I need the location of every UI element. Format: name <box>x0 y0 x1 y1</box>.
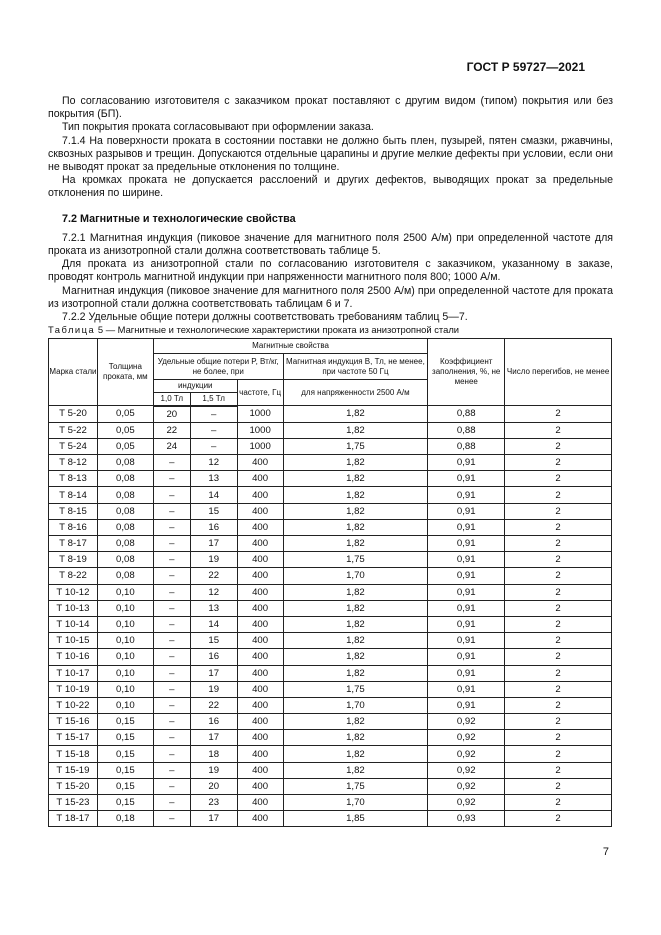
table-cell: 0,88 <box>428 406 505 423</box>
table-cell: 1,85 <box>283 811 428 827</box>
table-cell: 15 <box>190 633 237 649</box>
table-cell: 0,08 <box>97 471 153 487</box>
table-cell: 2 <box>505 568 612 584</box>
table-cell: – <box>153 697 190 713</box>
table-cell: 1,82 <box>283 536 428 552</box>
table-row <box>49 665 612 681</box>
table-row <box>49 762 612 778</box>
table-cell: 0,08 <box>97 503 153 519</box>
body-text <box>48 95 613 324</box>
table-cell: – <box>153 665 190 681</box>
table-cell: 0,08 <box>97 536 153 552</box>
table-cell: 0,10 <box>97 616 153 632</box>
table-cell: Т 10-17 <box>49 665 98 681</box>
table-cell: – <box>190 406 237 423</box>
table-cell: 0,08 <box>97 552 153 568</box>
table-cell: 1,82 <box>283 730 428 746</box>
table-cell: 2 <box>505 616 612 632</box>
table-cell: 0,91 <box>428 455 505 471</box>
table-cell: 2 <box>505 600 612 616</box>
table-cell: 1000 <box>237 438 283 454</box>
table-cell: – <box>153 600 190 616</box>
table-cell: – <box>153 714 190 730</box>
table-cell: 1000 <box>237 406 283 423</box>
table-cell: – <box>153 519 190 535</box>
table-row <box>49 406 612 423</box>
th-induction-b: Магнитная индукция B, Тл, не менее, при частоте 50 Гц <box>283 354 428 380</box>
table-cell: 2 <box>505 519 612 535</box>
table-cell: 0,91 <box>428 616 505 632</box>
table-cell: 22 <box>190 568 237 584</box>
th-grade: Марка стали <box>49 339 98 406</box>
table-cell: – <box>153 795 190 811</box>
table-cell: 13 <box>190 471 237 487</box>
table-row <box>49 552 612 568</box>
table-cell: 0,10 <box>97 697 153 713</box>
table-cell: 14 <box>190 616 237 632</box>
table-cell: – <box>153 649 190 665</box>
table-caption <box>48 324 459 335</box>
table-cell: Т 8-16 <box>49 519 98 535</box>
table-cell: – <box>153 471 190 487</box>
table-cell: Т 15-16 <box>49 714 98 730</box>
table-cell: 1,82 <box>283 519 428 535</box>
table-cell: 1,82 <box>283 616 428 632</box>
table-cell: 0,15 <box>97 795 153 811</box>
table-cell: 1000 <box>237 422 283 438</box>
table-cell: 12 <box>190 584 237 600</box>
table-cell: 400 <box>237 519 283 535</box>
table-cell: 0,08 <box>97 568 153 584</box>
table-cell: 2 <box>505 649 612 665</box>
th-1-5: 1,5 Тл <box>190 393 237 406</box>
table-cell: 1,75 <box>283 552 428 568</box>
table-cell: Т 5-24 <box>49 438 98 454</box>
table-cell: Т 8-17 <box>49 536 98 552</box>
table-row <box>49 536 612 552</box>
table-cell: 0,08 <box>97 455 153 471</box>
table-cell: 1,75 <box>283 681 428 697</box>
table-cell: 0,92 <box>428 746 505 762</box>
table-cell: 1,82 <box>283 762 428 778</box>
table-cell: 0,91 <box>428 649 505 665</box>
table-cell: 1,75 <box>283 438 428 454</box>
table-cell: 17 <box>190 536 237 552</box>
table-cell: Т 15-23 <box>49 795 98 811</box>
th-bends: Число перегибов, не менее <box>505 339 612 406</box>
table-cell: 0,15 <box>97 746 153 762</box>
table-cell: 13 <box>190 600 237 616</box>
table-cell: 16 <box>190 519 237 535</box>
caption-label: Таблица <box>48 324 96 335</box>
table-cell: 2 <box>505 697 612 713</box>
table-cell: 400 <box>237 714 283 730</box>
table-cell: 2 <box>505 746 612 762</box>
table-cell: 1,82 <box>283 746 428 762</box>
table-cell: 0,92 <box>428 778 505 794</box>
table-row <box>49 503 612 519</box>
table-cell: 0,91 <box>428 536 505 552</box>
table-cell: 400 <box>237 568 283 584</box>
table-cell: 2 <box>505 584 612 600</box>
table-cell: – <box>153 584 190 600</box>
table-cell: 0,91 <box>428 633 505 649</box>
table-cell: 2 <box>505 455 612 471</box>
table-cell: 1,70 <box>283 697 428 713</box>
table-cell: 400 <box>237 455 283 471</box>
table-cell: 0,91 <box>428 487 505 503</box>
table-cell: 1,82 <box>283 600 428 616</box>
table-row <box>49 487 612 503</box>
table-cell: 1,82 <box>283 649 428 665</box>
table-cell: 0,88 <box>428 438 505 454</box>
table-cell: Т 10-22 <box>49 697 98 713</box>
th-losses: Удельные общие потери P, Вт/кг, не более, при <box>153 354 283 380</box>
table-cell: 1,70 <box>283 795 428 811</box>
table-cell: – <box>190 422 237 438</box>
table-cell: 12 <box>190 455 237 471</box>
table-cell: 2 <box>505 503 612 519</box>
table-cell: 1,75 <box>283 778 428 794</box>
table-cell: 1,82 <box>283 406 428 423</box>
table-cell: Т 8-15 <box>49 503 98 519</box>
table-cell: 1,70 <box>283 568 428 584</box>
table-cell: 400 <box>237 730 283 746</box>
table-cell: Т 8-13 <box>49 471 98 487</box>
table-cell: Т 8-12 <box>49 455 98 471</box>
table-cell: 0,92 <box>428 714 505 730</box>
table-cell: 2 <box>505 536 612 552</box>
table-cell: 400 <box>237 811 283 827</box>
table-cell: 1,82 <box>283 455 428 471</box>
table-row <box>49 795 612 811</box>
table-cell: Т 10-15 <box>49 633 98 649</box>
table-cell: 2 <box>505 730 612 746</box>
table-cell: 17 <box>190 811 237 827</box>
table-cell: 1,82 <box>283 584 428 600</box>
table-cell: – <box>153 681 190 697</box>
table-cell: 400 <box>237 649 283 665</box>
document-header: ГОСТ Р 59727—2021 <box>466 60 585 74</box>
table-cell: Т 15-18 <box>49 746 98 762</box>
table-cell: 0,91 <box>428 519 505 535</box>
table-cell: 1,82 <box>283 633 428 649</box>
table-cell: 0,92 <box>428 730 505 746</box>
table-cell: 0,18 <box>97 811 153 827</box>
table-cell: 19 <box>190 681 237 697</box>
paragraph: По согласованию изготовителя с заказчиком прокат поставляют с другим видом (типом) покрытия или без покрытия (БП). <box>48 95 613 121</box>
paragraph: 7.2.2 Удельные общие потери должны соответствовать требованиям таблиц 5—7. <box>62 311 468 324</box>
table-cell: 400 <box>237 795 283 811</box>
table-cell: Т 15-20 <box>49 778 98 794</box>
table-cell: 16 <box>190 714 237 730</box>
table-cell: 400 <box>237 552 283 568</box>
th-magnetic: Магнитные свойства <box>153 339 427 354</box>
table-cell: Т 8-19 <box>49 552 98 568</box>
table-cell: – <box>153 503 190 519</box>
table-cell: 2 <box>505 795 612 811</box>
table-cell: 0,91 <box>428 697 505 713</box>
table-cell: 15 <box>190 503 237 519</box>
caption-text: 5 — Магнитные и технологические характеристики проката из анизотропной стали <box>95 324 460 335</box>
table-cell: – <box>153 455 190 471</box>
table-cell: 0,10 <box>97 584 153 600</box>
table-5 <box>48 338 612 827</box>
table-cell: 16 <box>190 649 237 665</box>
table-cell: 0,88 <box>428 422 505 438</box>
table-cell: 400 <box>237 616 283 632</box>
table-cell: 2 <box>505 778 612 794</box>
table-cell: Т 15-19 <box>49 762 98 778</box>
table-cell: Т 5-20 <box>49 406 98 423</box>
th-freq: частоте, Гц <box>237 380 283 406</box>
table-cell: 22 <box>153 422 190 438</box>
table-cell: – <box>153 568 190 584</box>
table-row <box>49 746 612 762</box>
table-cell: 0,15 <box>97 730 153 746</box>
table-cell: – <box>153 487 190 503</box>
table-row <box>49 568 612 584</box>
table-row <box>49 778 612 794</box>
table-cell: 1,82 <box>283 471 428 487</box>
th-field: для напряженности 2500 А/м <box>283 380 428 406</box>
table-cell: 0,10 <box>97 665 153 681</box>
table-cell: 400 <box>237 487 283 503</box>
table-cell: 0,92 <box>428 762 505 778</box>
table-cell: 400 <box>237 633 283 649</box>
table-cell: 19 <box>190 552 237 568</box>
table-cell: Т 10-12 <box>49 584 98 600</box>
table-cell: – <box>153 746 190 762</box>
table-cell: 2 <box>505 471 612 487</box>
table-cell: 2 <box>505 552 612 568</box>
table-cell: 0,10 <box>97 633 153 649</box>
table-cell: 400 <box>237 681 283 697</box>
table-cell: 0,93 <box>428 811 505 827</box>
th-induct: индукции <box>153 380 237 393</box>
th-thickness: Толщина проката, мм <box>97 339 153 406</box>
table-row <box>49 681 612 697</box>
table-row <box>49 438 612 454</box>
table-cell: 2 <box>505 438 612 454</box>
table-cell: 0,08 <box>97 519 153 535</box>
table-cell: 2 <box>505 665 612 681</box>
table-cell: 17 <box>190 665 237 681</box>
table-cell: – <box>153 730 190 746</box>
table-cell: 1,82 <box>283 487 428 503</box>
table-cell: 0,91 <box>428 681 505 697</box>
page-number: 7 <box>602 846 609 858</box>
table-cell: 0,08 <box>97 487 153 503</box>
table-cell: 2 <box>505 633 612 649</box>
table-cell: 0,10 <box>97 681 153 697</box>
table-row <box>49 633 612 649</box>
table-cell: 1,82 <box>283 665 428 681</box>
table-cell: 0,91 <box>428 568 505 584</box>
table-cell: 20 <box>153 406 190 423</box>
table-cell: Т 8-22 <box>49 568 98 584</box>
table-cell: – <box>153 778 190 794</box>
table-cell: 2 <box>505 487 612 503</box>
table-cell: Т 10-14 <box>49 616 98 632</box>
table-cell: 0,91 <box>428 665 505 681</box>
table-cell: 18 <box>190 746 237 762</box>
th-1-0: 1,0 Тл <box>153 393 190 406</box>
table-cell: Т 10-13 <box>49 600 98 616</box>
paragraph: На кромках проката не допускается расслоений и других дефектов, выводящих прокат за предельные отклонения по ширине. <box>48 174 613 200</box>
table-cell: – <box>190 438 237 454</box>
table-cell: – <box>153 552 190 568</box>
table-row <box>49 714 612 730</box>
table-cell: – <box>153 633 190 649</box>
table-cell: Т 15-17 <box>49 730 98 746</box>
table-row <box>49 584 612 600</box>
table-cell: Т 8-14 <box>49 487 98 503</box>
table-cell: 0,10 <box>97 600 153 616</box>
table-cell: Т 10-19 <box>49 681 98 697</box>
table-cell: 0,91 <box>428 552 505 568</box>
table-cell: – <box>153 762 190 778</box>
table-row <box>49 422 612 438</box>
table-row <box>49 697 612 713</box>
table-row <box>49 600 612 616</box>
table-cell: 1,82 <box>283 714 428 730</box>
table-cell: – <box>153 616 190 632</box>
table-cell: 2 <box>505 681 612 697</box>
table-cell: 2 <box>505 762 612 778</box>
table-cell: 400 <box>237 697 283 713</box>
table-cell: 0,05 <box>97 406 153 423</box>
table-cell: 400 <box>237 503 283 519</box>
table-cell: Т 10-16 <box>49 649 98 665</box>
table-cell: 400 <box>237 536 283 552</box>
table-cell: 1,82 <box>283 503 428 519</box>
table-cell: 24 <box>153 438 190 454</box>
table-cell: 0,91 <box>428 600 505 616</box>
th-fill: Коэффициент заполнения, %, не менее <box>428 339 505 406</box>
table-cell: 400 <box>237 584 283 600</box>
table-cell: 20 <box>190 778 237 794</box>
table-cell: 1,82 <box>283 422 428 438</box>
paragraph: 7.1.4 На поверхности проката в состоянии поставки не должно быть плен, пузырей, пятен смазки, ржавчины, сквозных разрывов и трещин. Допускаются отдельные царапины и другие мелкие дефекты при условии, если они не выводят прокат за предельные отклонения по толщине. <box>48 134 613 174</box>
table-cell: – <box>153 536 190 552</box>
table-row <box>49 471 612 487</box>
table-cell: 400 <box>237 471 283 487</box>
table-cell: – <box>153 811 190 827</box>
table-cell: 0,10 <box>97 649 153 665</box>
table-cell: 0,15 <box>97 714 153 730</box>
table-cell: 14 <box>190 487 237 503</box>
table-cell: 0,05 <box>97 422 153 438</box>
table-row <box>49 616 612 632</box>
table-cell: 0,92 <box>428 795 505 811</box>
table-row <box>49 811 612 827</box>
table-cell: 2 <box>505 406 612 423</box>
table-cell: 400 <box>237 762 283 778</box>
table-cell: 0,05 <box>97 438 153 454</box>
table-cell: 0,15 <box>97 778 153 794</box>
table-row <box>49 519 612 535</box>
table-row <box>49 649 612 665</box>
table-cell: 400 <box>237 600 283 616</box>
table-cell: 2 <box>505 811 612 827</box>
paragraph: Тип покрытия проката согласовывают при оформлении заказа. <box>62 121 374 134</box>
table-cell: 0,91 <box>428 471 505 487</box>
paragraph: 7.2.1 Магнитная индукция (пиковое значение для магнитного поля 2500 А/м) при определенной частоте для проката из анизотропной стали должна соответствовать таблице 5. <box>48 231 613 258</box>
paragraph: Магнитная индукция (пиковое значение для магнитного поля 2500 А/м) при определенной частоте для проката из изотропной стали должна соответствовать таблицам 6 и 7. <box>48 284 613 310</box>
table-cell: 400 <box>237 665 283 681</box>
table-cell: Т 18-17 <box>49 811 98 827</box>
table-cell: 23 <box>190 795 237 811</box>
table-cell: 400 <box>237 746 283 762</box>
table-row <box>49 730 612 746</box>
table-cell: 0,91 <box>428 503 505 519</box>
table-cell: 2 <box>505 714 612 730</box>
table-cell: 0,91 <box>428 584 505 600</box>
table-cell: 0,15 <box>97 762 153 778</box>
paragraph: Для проката из анизотропной стали по согласованию изготовителя с заказчиком, указанному в заказе, проводят контроль магнитной индукции при напряженности магнитного поля 800; 1000 А/м. <box>48 258 613 284</box>
section-title: 7.2 Магнитные и технологические свойства <box>62 212 296 225</box>
table-row <box>49 455 612 471</box>
table-cell: 17 <box>190 730 237 746</box>
table-cell: 19 <box>190 762 237 778</box>
table-cell: 400 <box>237 778 283 794</box>
table-cell: 2 <box>505 422 612 438</box>
table-cell: 22 <box>190 697 237 713</box>
table-cell: Т 5-22 <box>49 422 98 438</box>
